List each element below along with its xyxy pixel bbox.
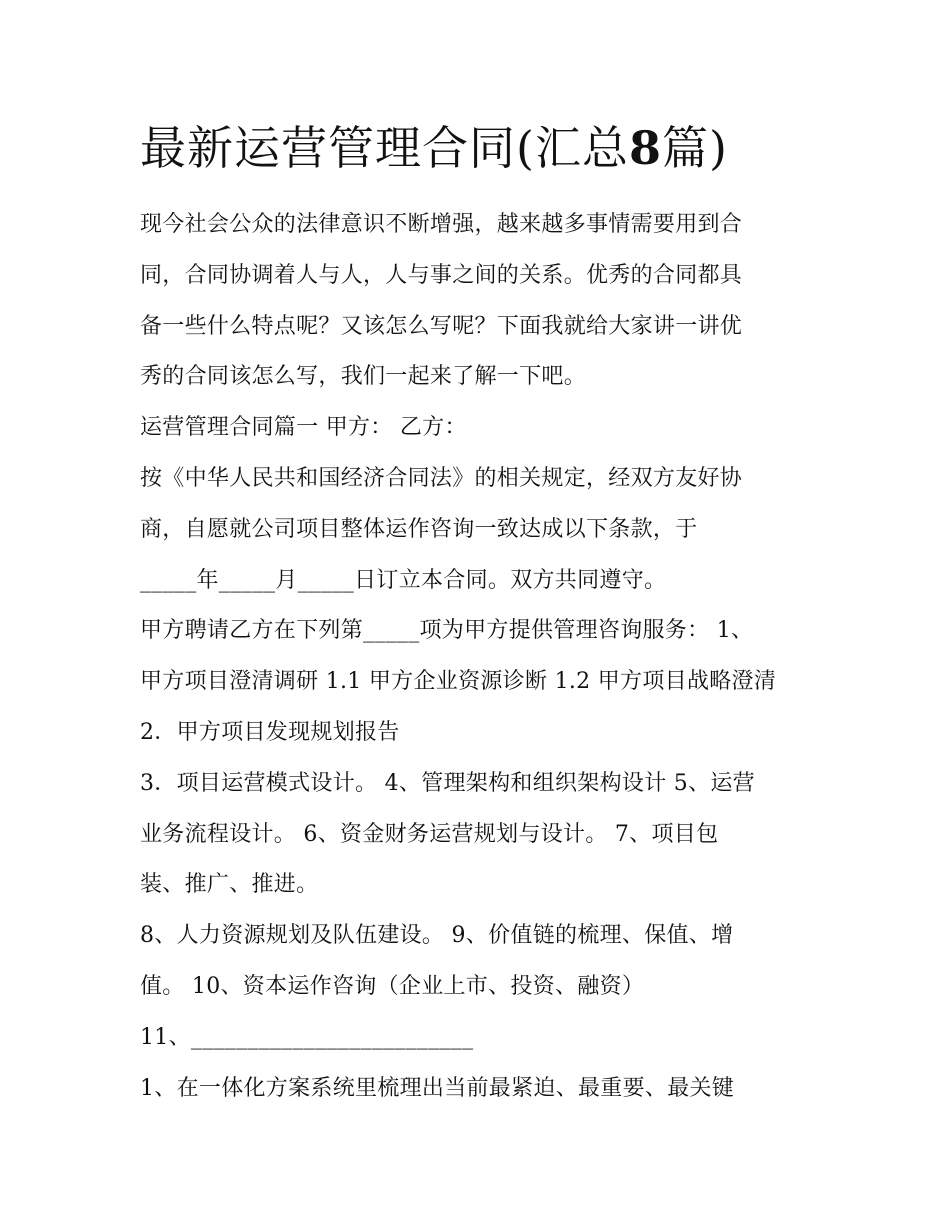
document-body xyxy=(140,200,820,1114)
body-line-18: 1、在一体化方案系统里梳理出当前最紧迫、最重要、最关键 xyxy=(140,1075,735,1101)
body-line-1: 现今社会公众的法律意识不断增强，越来越多事情需要用到合 xyxy=(140,212,743,237)
list-item-3: 3．项目运营模式设计。 4、管理架构和组织架构设计 5、运营 xyxy=(140,770,755,796)
title-number: 8 xyxy=(628,121,662,175)
title-main-text: 最新运营管理合同(汇总 xyxy=(140,121,629,175)
title-end-text: 篇) xyxy=(661,121,728,175)
body-line-4: 秀的合同该怎么写，我们一起来了解一下吧。 xyxy=(140,364,587,390)
list-item-2: 2．甲方项目发现规划报告 xyxy=(140,719,400,745)
body-line-7: 商，自愿就公司项目整体运作咨询一致达成以下条款，于 xyxy=(140,516,698,542)
body-line-9: 甲方聘请乙方在下列第_____项为甲方提供管理咨询服务： 1、 xyxy=(140,618,754,644)
body-line-14: 装、推广、推进。 xyxy=(140,872,319,898)
body-line-3: 备一些什么特点呢？又该怎么写呢？下面我就给大家讲一讲优 xyxy=(140,313,743,339)
body-line-10: 甲方项目澄清调研 1.1 甲方企业资源诊断 1.2 甲方项目战略澄清 xyxy=(140,669,777,695)
date-blank-line: _____年_____月_____日订立本合同。双方共同遵守。 xyxy=(140,567,667,593)
section-heading-line: 运营管理合同篇一 甲方： 乙方： xyxy=(140,415,467,441)
list-item-8: 8、人力资源规划及队伍建设。 9、价值链的梳理、保值、增 xyxy=(140,923,734,949)
body-line-2: 同，合同协调着人与人，人与事之间的关系。优秀的合同都具 xyxy=(140,262,743,288)
body-line-6: 按《中华人民共和国经济合同法》的相关规定，经双方友好协 xyxy=(140,465,743,491)
list-item-11-blank: 11、_________________________ xyxy=(140,1024,474,1050)
document-title xyxy=(140,118,728,178)
body-line-13: 业务流程设计。 6、资金财务运营规划与设计。 7、项目包 xyxy=(140,821,719,847)
body-line-16: 值。 10、资本运作咨询（企业上市、投资、融资） xyxy=(140,973,645,999)
